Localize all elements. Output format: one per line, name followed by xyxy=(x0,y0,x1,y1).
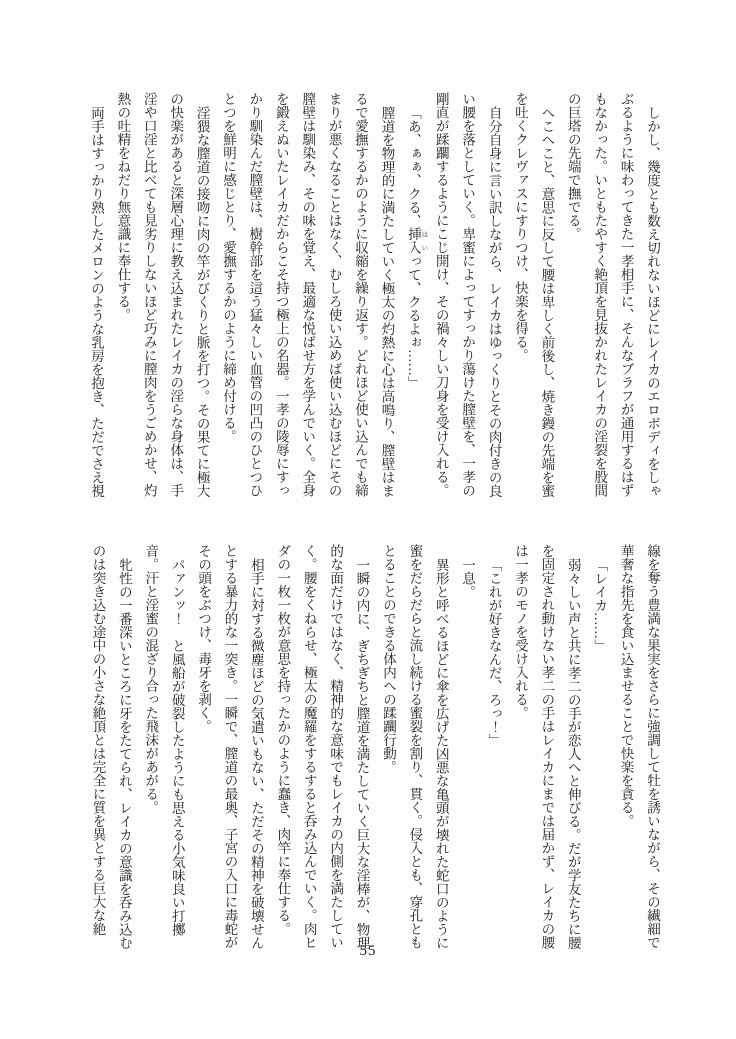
text-column: とることのできる体内への蹂躙行動。 xyxy=(380,544,396,774)
text-column: かり馴染んだ膣壁は、樹幹部を這う猛々しい血管の凹凸のひとつひ xyxy=(247,92,263,497)
text-column: の巨塔の先端で撫でる。 xyxy=(565,92,581,241)
text-column: のは突き込む途中の小さな絶頂とは完全に質を異とする巨大な絶 xyxy=(90,544,106,936)
text-column: 異形と呼べるほどに傘を広げた凶悪な亀頭が壊れた蛇口のように xyxy=(433,557,449,949)
text-column: 自分自身に言い訳しながら、レイカはゆっくりとその肉付きの良 xyxy=(486,105,502,497)
text-column: 弱々しい声と共に孝二の手が恋人へと伸びる。だが学友たちに腰 xyxy=(565,557,581,949)
text-column: ダの一枚一枚が意思を持ったかのように蠢き、肉竿に奉仕する。 xyxy=(275,544,291,936)
top-text-block xyxy=(83,92,665,502)
text-column: るで愛撫するかのように収縮を繰り返す。どれほど使い込んでも締 xyxy=(353,92,369,497)
text-column: とつを鮮明に感じとり、愛撫するかのように締め付ける。 xyxy=(221,92,236,443)
text-column: もなかった。いともたやすく絶頂を見抜かれたレイカの淫裂を股間 xyxy=(592,92,608,497)
text-column: 線を奪う豊満な果実をさらに強調して牡を誘いながら、その繊細で xyxy=(645,544,660,949)
text-column: しかし、幾度とも数え切れないほどにレイカのエロボディをしゃ xyxy=(645,105,660,497)
text-column: を鍛えぬいたレイカだからこそ持つ極上の名器。一孝の陵辱にすっ xyxy=(273,92,289,497)
text-column: 蜜をだらだらと流し続ける蜜裂を割り、貫く。侵入とも、穿孔とも xyxy=(407,544,423,949)
text-column: は一孝のモノを受け入れる。 xyxy=(512,544,528,720)
text-column: 牝性の一番深いところに牙をたてられ、レイカの意識を呑み込む xyxy=(116,557,132,949)
text-column: 華奢な指先を食い込ませることで快楽を貪る。 xyxy=(618,544,634,828)
text-column: 両手はすっかり熟したメロンのような乳房を抱き、ただでさえ視 xyxy=(88,105,104,497)
page-number: 55 xyxy=(359,943,377,959)
text-column: 剛直が蹂躙するようにこじ開け、その禍々しい刀身を受け入れる。 xyxy=(433,92,449,497)
text-column: 音。汗と淫蜜の混ざり合った飛沫があがる。 xyxy=(143,544,159,814)
text-column: 的な面だけではなく、精神的な意味でもレイカの内側を満たしてい xyxy=(328,544,344,949)
text-column: 相手に対する微塵ほどの気遣いもない、ただその精神を破壊せん xyxy=(248,557,264,949)
text-column: ぶるように味わってきた一孝相手に、そんなブラフが通用するはず xyxy=(618,92,634,497)
text-column: 「あ、ぁぁ、クる、挿入 はいって、クるよぉ……」 xyxy=(405,105,428,389)
bottom-text-block xyxy=(84,544,665,954)
text-column: を吐くクレヴァスにすりつけ、快楽を得る。 xyxy=(512,92,528,362)
text-column: 膣壁は馴染み、その味を覚え、最適な悦ばせ方を学んでいく。全身 xyxy=(300,92,316,497)
text-column: 淫や口淫と比べても見劣りしないほど巧みに膣肉をうごめかせ、灼 xyxy=(141,92,157,497)
text-column: その頭をぶつけ、毒牙を剥く。 xyxy=(196,544,212,733)
text-column: 「レイカ……」 xyxy=(592,557,608,652)
text-column: パァンッ！ と風船が破裂したようにも思える小気味良い打擲 xyxy=(169,557,185,936)
text-column: 一瞬の内に、ぎちぎちと膣道を満たしていく巨大な淫棒が、物理 xyxy=(354,557,370,949)
text-column: 淫猥な膣道の接吻に肉の竿がびくりと脈を打つ。その果てに極大 xyxy=(194,105,210,497)
text-column: を固定され動けない孝二の手はレイカにまでは届かず、レイカの腰 xyxy=(539,544,555,949)
text-column: へこへこと、意思に反して腰は卑しく前後し、焼き鏝の先端を蜜 xyxy=(539,105,555,497)
text-column: 「これが好きなんだ、ろっ！」 xyxy=(486,557,502,747)
text-column: の快楽があると深層心理に教え込まれたレイカの淫らな身体は、手 xyxy=(168,92,184,497)
text-column: まりが悪くなることはなく、むしろ使い込めば使い込むほどにその xyxy=(326,92,342,497)
text-column: 熱の吐精をねだり無意識に奉仕する。 xyxy=(115,92,131,322)
text-column: い腰を落としていく。卑蜜によってすっかり蕩けた膣壁を、一孝の xyxy=(460,92,476,497)
text-column: 膣道を物理的に満たしていく極太の灼熱に心は高鳴り、膣壁はま xyxy=(379,105,395,497)
text-column: く。腰をくねらせ、極太の魔羅をするすると呑み込んでいく。肉ヒ xyxy=(301,544,317,949)
text-column: 一息。 xyxy=(460,557,476,598)
text-column: とする暴力的な一突き。一瞬で、膣道の最奥、子宮の入口に毒蛇が xyxy=(222,544,238,949)
